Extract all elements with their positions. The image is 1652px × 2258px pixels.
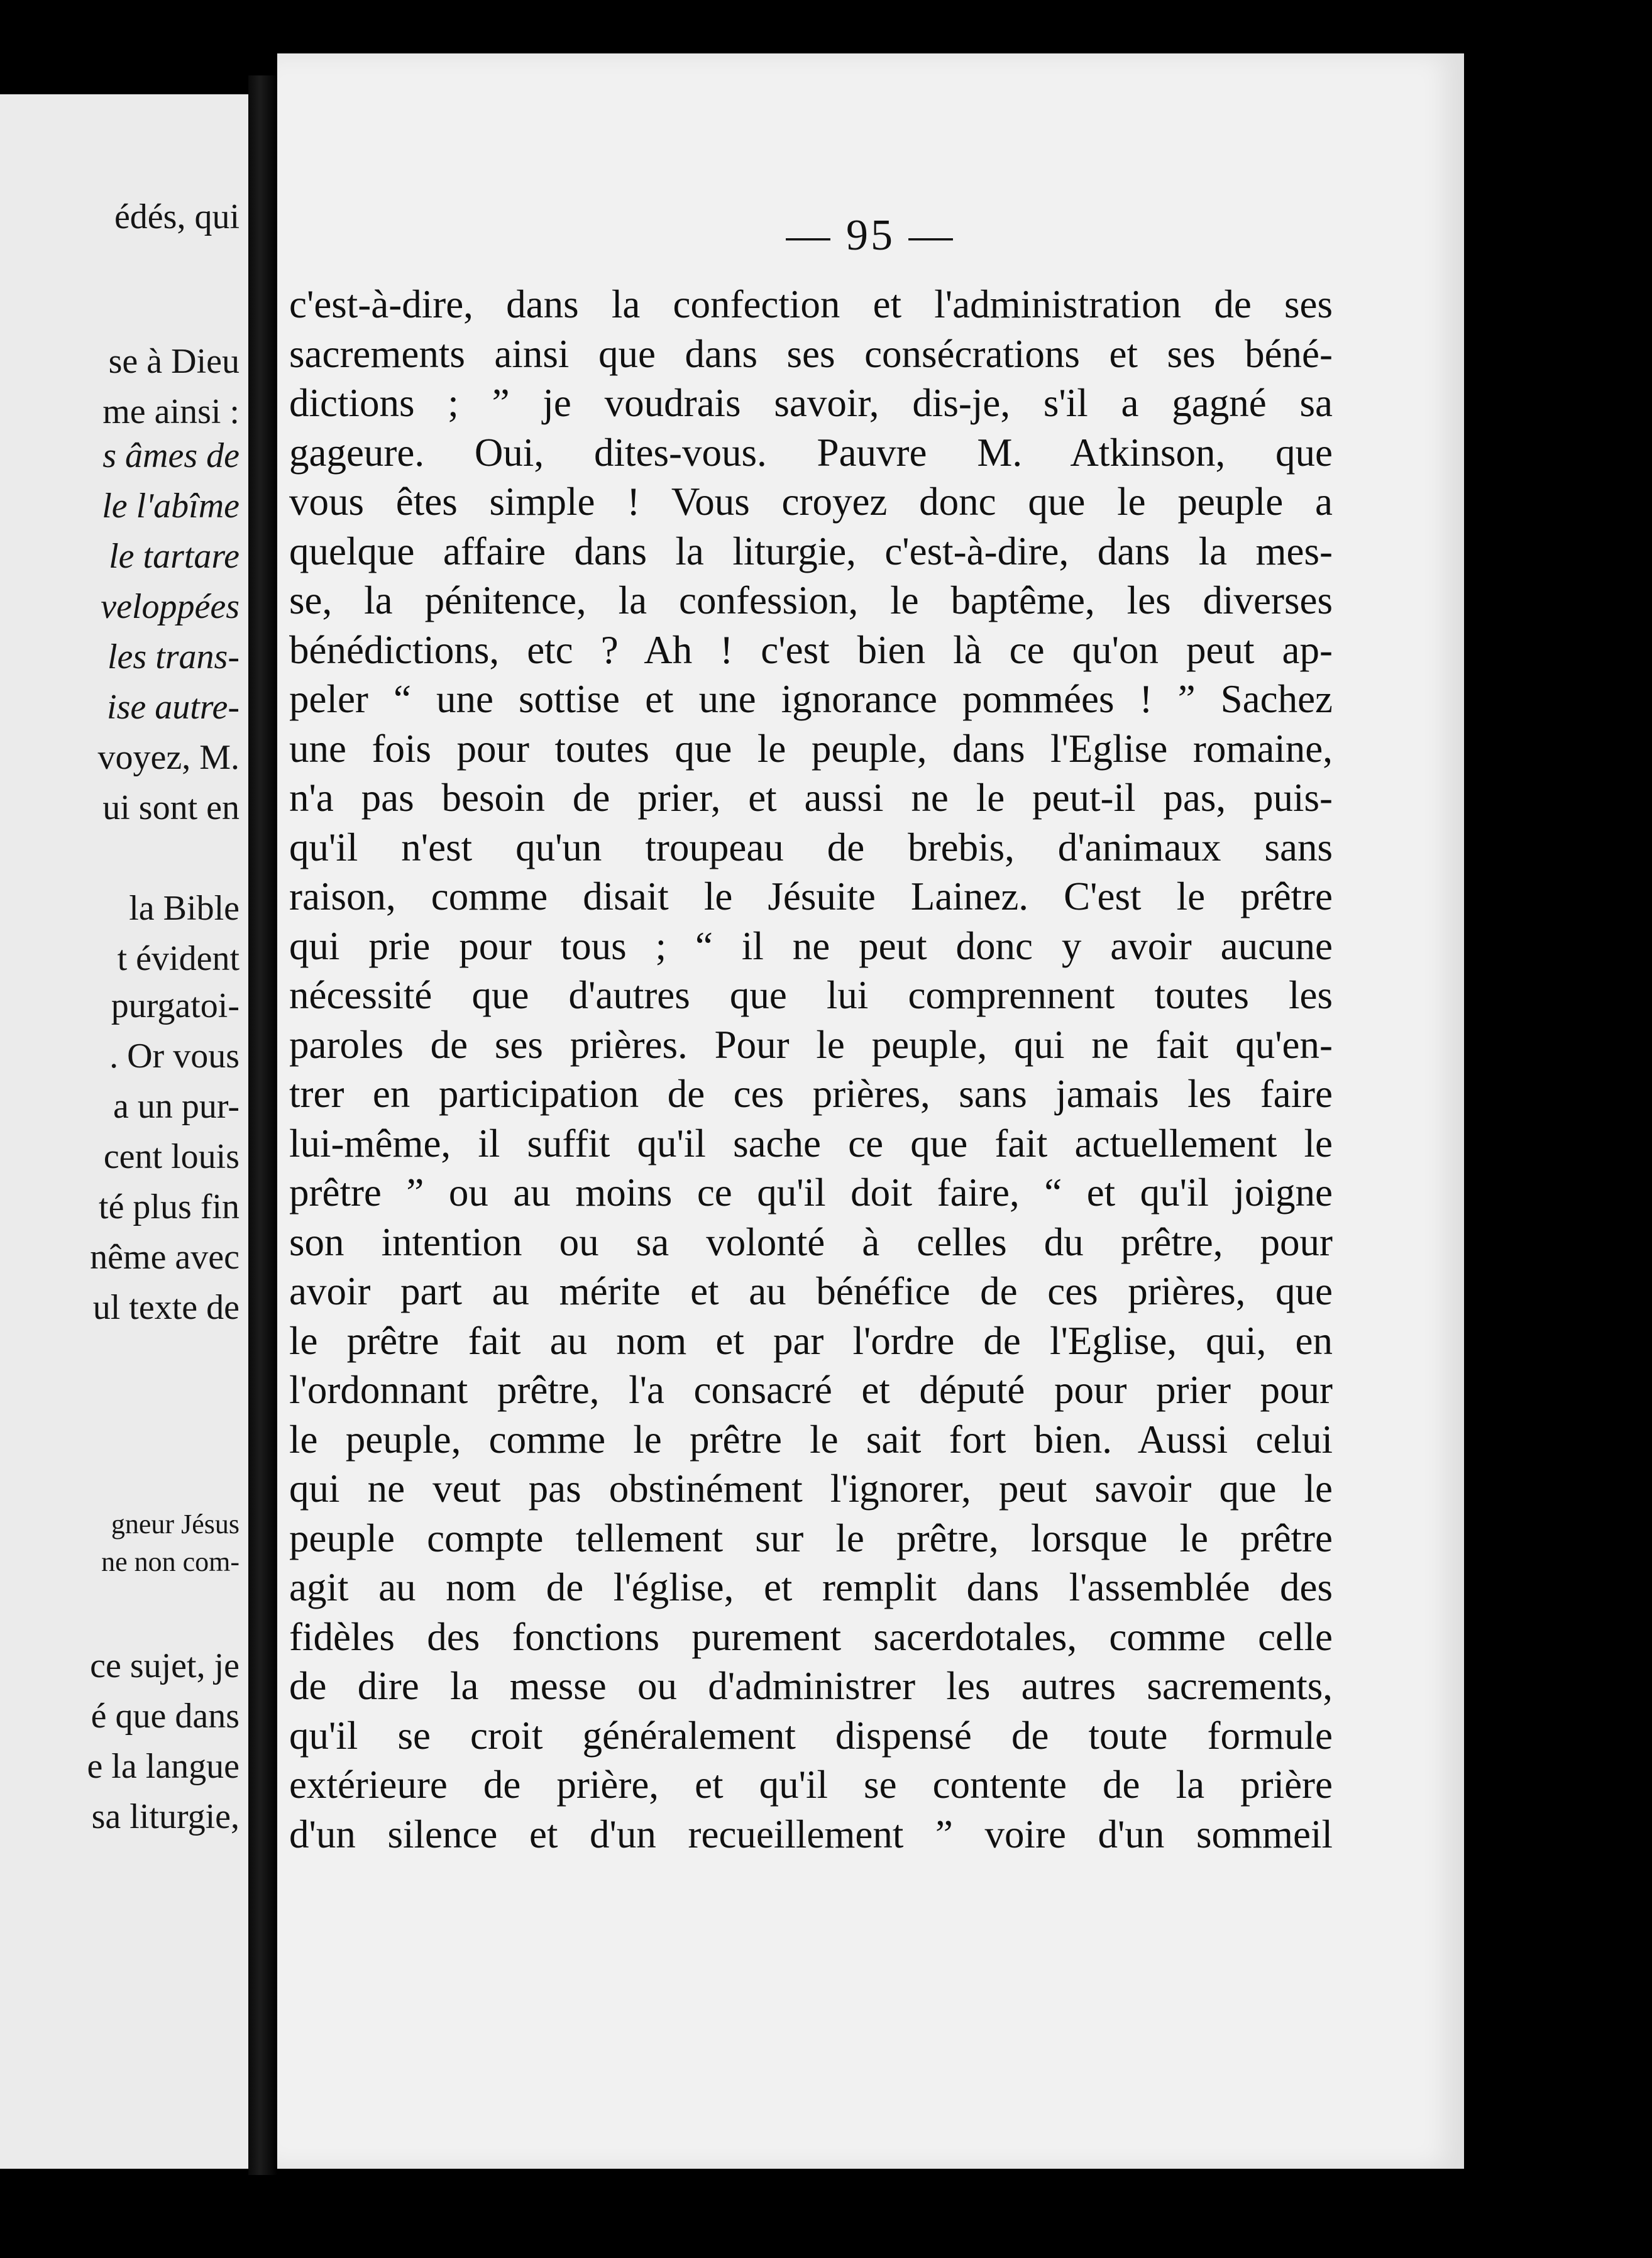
body-line: son intention ou sa volonté à celles du prêtre, pour (289, 1220, 1333, 1264)
left-page-line: e la langue (87, 1747, 240, 1786)
body-line: qui ne veut pas obstinément l'ignorer, peut savoir que le (289, 1467, 1333, 1511)
left-page-line: ce sujet, je (90, 1646, 240, 1685)
body-line: l'ordonnant prêtre, l'a consacré et député pour prier pour (289, 1368, 1333, 1412)
body-line: dictions ; ” je voudrais savoir, dis-je, s'il a gagné sa (289, 381, 1333, 425)
body-line: lui-même, il suffit qu'il sache ce que fait actuellement le (289, 1121, 1333, 1165)
left-page-line: cent louis (103, 1137, 240, 1176)
body-line: vous êtes simple ! Vous croyez donc que le peuple a (289, 480, 1333, 524)
body-line: raison, comme disait le Jésuite Lainez. C'est le prêtre (289, 874, 1333, 918)
body-line: extérieure de prière, et qu'il se contente de la prière (289, 1763, 1333, 1807)
left-page-line: a un pur- (113, 1087, 240, 1126)
body-line: qu'il se croit généralement dispensé de toute formule (289, 1714, 1333, 1758)
body-line: agit au nom de l'église, et remplit dans l'assemblée des (289, 1565, 1333, 1609)
left-page-line: sa liturgie, (91, 1797, 240, 1836)
left-page-line: le l'abîme (102, 487, 240, 526)
body-line: quelque affaire dans la liturgie, c'est-à-dire, dans la mes- (289, 529, 1333, 573)
body-line: qu'il n'est qu'un troupeau de brebis, d'animaux sans (289, 825, 1333, 869)
body-line: le prêtre fait au nom et par l'ordre de l'Eglise, qui, en (289, 1319, 1333, 1363)
body-line: bénédictions, etc ? Ah ! c'est bien là ce qu'on peut ap- (289, 628, 1333, 672)
body-line: c'est-à-dire, dans la confection et l'administration de ses (289, 282, 1333, 326)
body-line: prêtre ” ou au moins ce qu'il doit faire, “ et qu'il joigne (289, 1170, 1333, 1214)
left-page-line: gneur Jésus (111, 1509, 240, 1539)
body-line: peler “ une sottise et une ignorance pommées ! ” Sachez (289, 677, 1333, 721)
body-line: sacrements ainsi que dans ses consécrations et ses béné- (289, 332, 1333, 376)
left-page-line: ul texte de (92, 1288, 240, 1327)
body-line: qui prie pour tous ; “ il ne peut donc y avoir aucune (289, 924, 1333, 968)
left-page-line: les trans- (107, 637, 240, 676)
body-line: se, la pénitence, la confession, le baptême, les diverses (289, 578, 1333, 622)
body-line: n'a pas besoin de prier, et aussi ne le peut-il pas, puis- (289, 776, 1333, 820)
left-page-line: s âmes de (102, 436, 240, 475)
body-line: fidèles des fonctions purement sacerdotales, comme celle (289, 1615, 1333, 1659)
body-line: d'un silence et d'un recueillement ” voire d'un sommeil (289, 1812, 1333, 1856)
body-line: paroles de ses prières. Pour le peuple, qui ne fait qu'en- (289, 1023, 1333, 1067)
left-page-line: nême avec (90, 1238, 240, 1277)
left-page-line: le tartare (109, 537, 240, 576)
left-page-line: ise autre- (107, 688, 240, 727)
scan-border (1464, 53, 1652, 2169)
left-page-line: édés, qui (114, 197, 240, 236)
left-page-line: me ainsi : (102, 392, 240, 431)
left-page-fragment (0, 94, 248, 2169)
left-page-line: veloppées (101, 587, 240, 626)
left-page-line: é que dans (91, 1697, 240, 1736)
body-line: gageure. Oui, dites-vous. Pauvre M. Atkinson, que (289, 431, 1333, 475)
body-line: le peuple, comme le prêtre le sait fort bien. Aussi celui (289, 1418, 1333, 1462)
left-page-line: t évident (117, 939, 240, 978)
left-page-line: voyez, M. (97, 738, 240, 777)
body-line: trer en participation de ces prières, sans jamais les faire (289, 1072, 1333, 1116)
right-page (277, 53, 1464, 2169)
body-line: une fois pour toutes que le peuple, dans l'Eglise romaine, (289, 727, 1333, 771)
left-page-line: ui sont en (102, 788, 240, 827)
body-line: avoir part au mérite et au bénéfice de ces prières, que (289, 1269, 1333, 1313)
left-page-line: purgatoi- (111, 986, 240, 1025)
body-line: de dire la messe ou d'administrer les autres sacrements, (289, 1664, 1333, 1708)
book-gutter (248, 75, 277, 2175)
left-page-line: té plus fin (99, 1187, 240, 1226)
left-page-line: la Bible (129, 889, 240, 928)
left-page-line: ne non com- (101, 1546, 240, 1577)
left-page-line: . Or vous (109, 1037, 240, 1076)
body-line: nécessité que d'autres que lui comprennent toutes les (289, 973, 1333, 1017)
body-line: peuple compte tellement sur le prêtre, lorsque le prêtre (289, 1516, 1333, 1560)
left-page-line: se à Dieu (108, 342, 240, 381)
page-number: — 95 — (786, 211, 955, 260)
